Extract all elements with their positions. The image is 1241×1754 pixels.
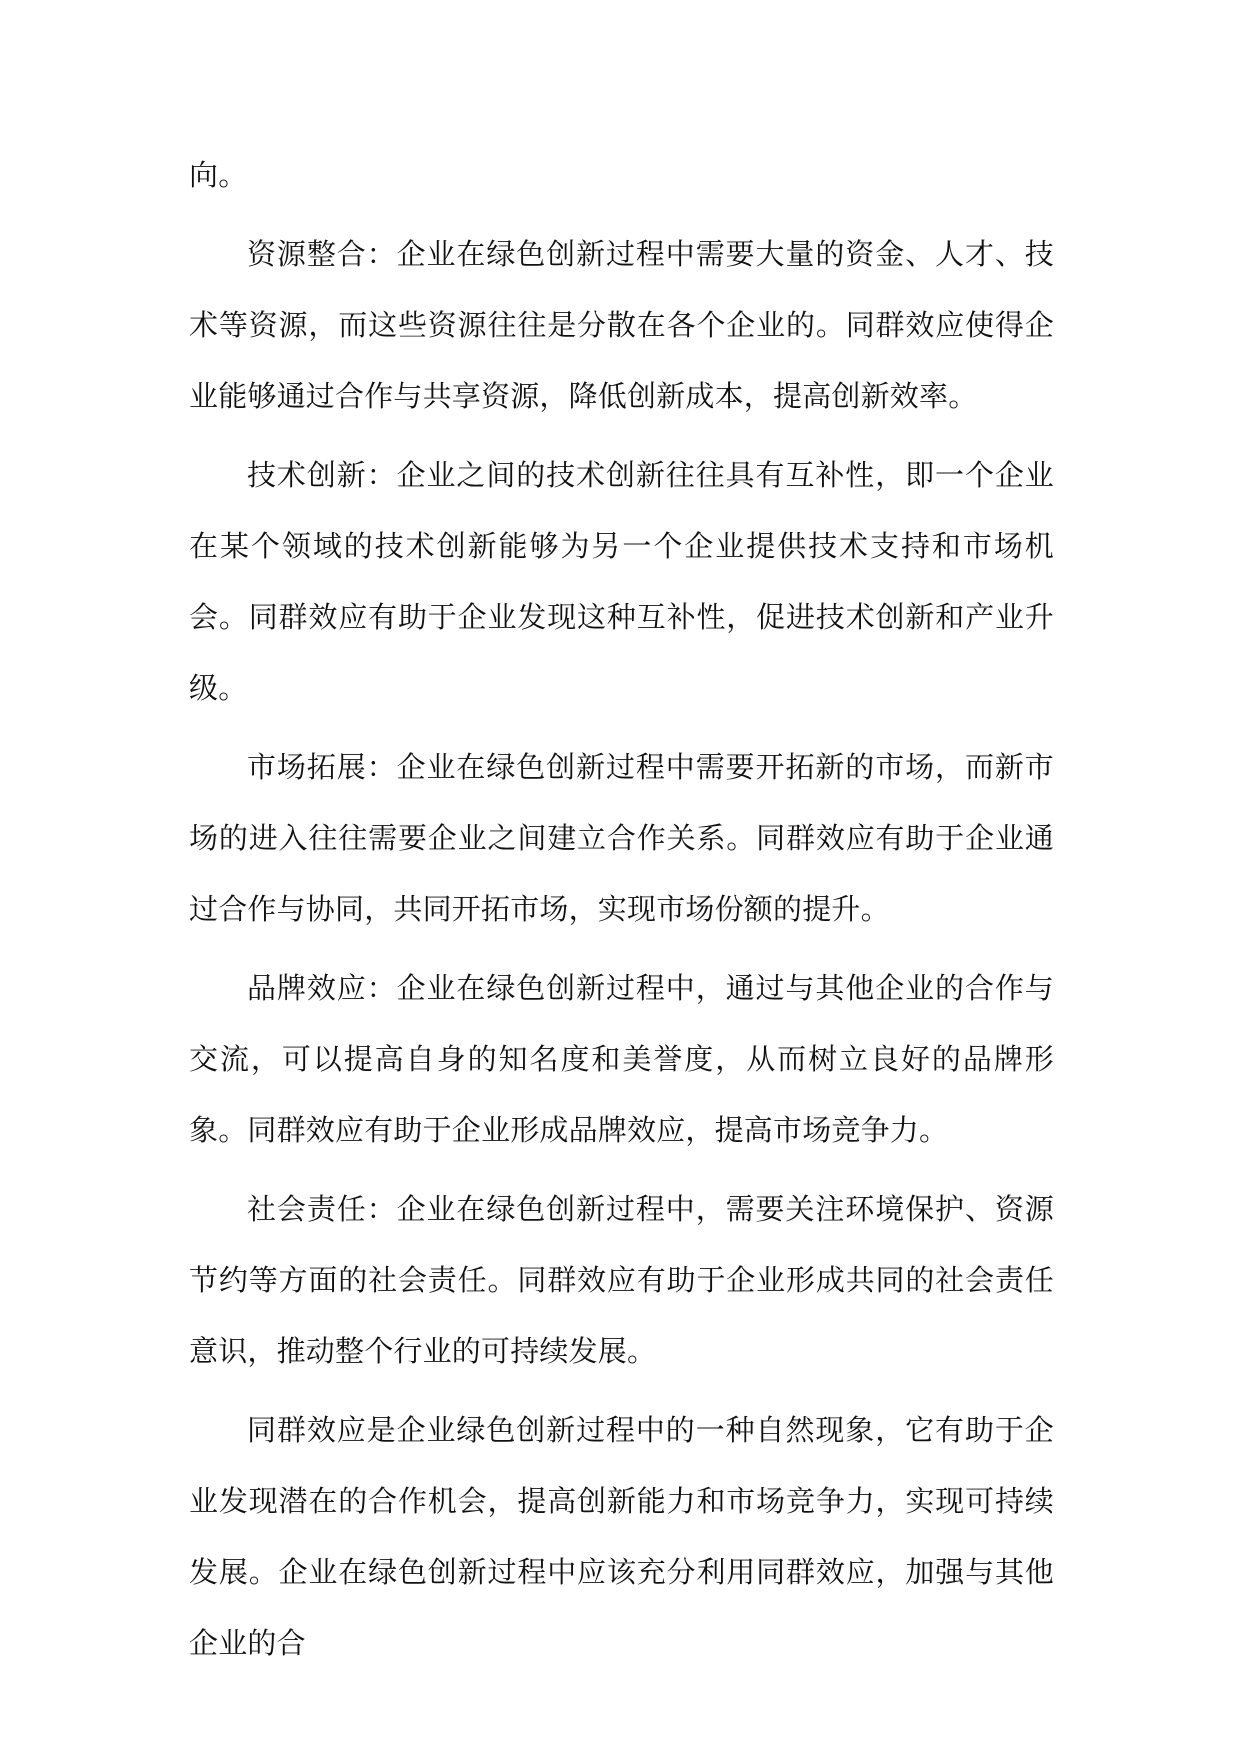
paragraph-continuation: 向。 xyxy=(189,158,248,192)
paragraph-technology-innovation: 技术创新：企业之间的技术创新往往具有互补性，即一个企业在某个领域的技术创新能够为另一个企业提供技术支持和市场机会。同群效应有助于企业发现这种互补性，促进技术创新和产业升级。 xyxy=(189,458,1054,705)
paragraph-resource-integration: 资源整合：企业在绿色创新过程中需要大量的资金、人才、技术等资源，而这些资源往往是分散在各个企业的。同群效应使得企业能够通过合作与共享资源，降低创新成本，提高创新效率。 xyxy=(189,237,1054,413)
paragraph-brand-effect: 品牌效应：企业在绿色创新过程中，通过与其他企业的合作与交流，可以提高自身的知名度和美誉度，从而树立良好的品牌形象。同群效应有助于企业形成品牌效应，提高市场竞争力。 xyxy=(189,971,1054,1147)
paragraph-social-responsibility: 社会责任：企业在绿色创新过程中，需要关注环境保护、资源节约等方面的社会责任。同群效应有助于企业形成共同的社会责任意识，推动整个行业的可持续发展。 xyxy=(189,1192,1054,1368)
paragraph-conclusion: 同群效应是企业绿色创新过程中的一种自然现象，它有助于企业发现潜在的合作机会，提高创新能力和市场竞争力，实现可持续发展。企业在绿色创新过程中应该充分利用同群效应，加强与其他企业的合 xyxy=(189,1413,1054,1660)
paragraph-market-expansion: 市场拓展：企业在绿色创新过程中需要开拓新的市场，而新市场的进入往往需要企业之间建立合作关系。同群效应有助于企业通过合作与协同，共同开拓市场，实现市场份额的提升。 xyxy=(189,750,1054,926)
body-text xyxy=(189,140,1054,1687)
